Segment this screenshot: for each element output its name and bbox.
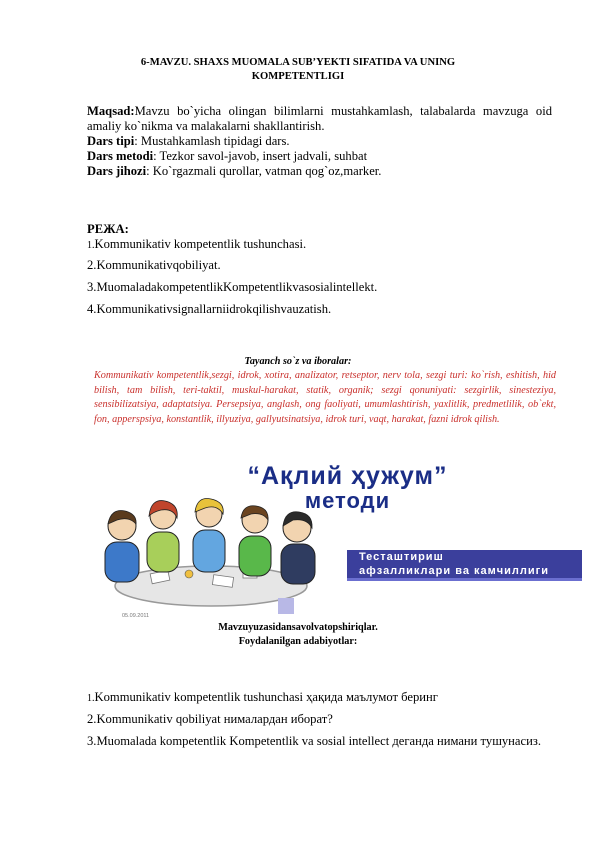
slide-bar-line-2: афзалликлари ва камчиллиги [359,565,549,577]
title-line-1: 6-MAVZU. SHAXS MUOMALA SUB’YEKTI SIFATIDA VA UNING [140,57,456,68]
plan-item: 4.Kommunikativsignallarniidrokqilishvauzatish. [87,302,332,316]
lesson-equipment-text: : Ko`rgazmali qurollar, vatman qog`oz,marker. [146,164,382,178]
literature-caption: Foydalanilgan adabiyotlar: [238,636,358,647]
lesson-method-line [87,149,552,164]
students-at-table-illustration [93,464,323,612]
tasks-caption: Mavzuyuzasidansavolvatopshiriqlar. [218,622,378,633]
lesson-type-label: Dars tipi [87,134,135,148]
plan-item: 2.Kommunikativqobiliyat. [87,258,221,272]
plan-heading: РЕЖА: [87,222,129,236]
plan-item: 3.MuomaladakompetentlikKompetentlikvasosialintellekt. [87,280,378,294]
lesson-method-text: : Tezkor savol-javob, insert jadvali, suhbat [153,149,368,163]
question-item: 1.Kommunikativ kompetentlik tushunchasi ҳақида маълумот беринг [87,690,438,704]
plan-item: 1.Kommunikativ kompetentlik tushunchasi. [87,237,307,251]
lesson-type-text: : Mustahkamlash tipidagi dars. [134,134,290,148]
slide-bar-line-1: Тесташтириш [359,551,444,563]
document-title [60,56,536,84]
slide-caption-stripe [347,578,582,581]
goal-paragraph [87,104,552,133]
keywords-text: Kommunikativ kompetentlik,sezgi, idrok, xotira, analizator, retseptor, nerv tola, sezgi turi: ko`rish, eshitish, hid bilish, tam bilish, teri-taktil, muskul-harakat, statik, organik; sezgi qonuniyati: sezgirlik, sinesteziya, sensibilizatsiya, adaptatsiya. Persepsiya, anglash, ong faoliyati, umumlashtirish, yaxlitlik, predmetlilik, ob`ekt, fon, apperspsiya, konstantlik, illyuziya, gallyutsinatsiya, idrok turi, vaqt, harakat, fazni idrok qilish. [94,370,556,425]
goal-label: Maqsad: [87,104,135,118]
title-line-2: KOMPETENTLIGI [251,71,345,82]
keywords-title: Tayanch so`z va iboralar: [244,356,352,367]
slide-date: 05.09.2011 [122,613,150,619]
slide-square-decoration [278,598,294,614]
lesson-equipment-label: Dars jihozi [87,164,147,178]
goal-text: Mavzu bo`yicha olingan bilimlarni mustahkamlash, talabalarda mavzuga oid amaliy ko`nikma va malakalarni shakllantirish. [87,104,552,133]
brainstorm-slide-image [111,452,584,626]
lesson-method-label: Dars metodi [87,149,154,163]
lesson-type-line [87,134,552,149]
question-item: 2.Kommunikativ qobiliyat нималардан иборат? [87,712,333,726]
slide-title-line-2: методи [304,488,391,513]
slide-title-line-1: “Ақлий ҳужум” [247,462,448,490]
question-item: 3.Muomalada kompetentlik Kompetentlik va sosial intellect деганда нимани тушунасиз. [87,734,541,748]
lesson-equipment-line [87,164,552,179]
